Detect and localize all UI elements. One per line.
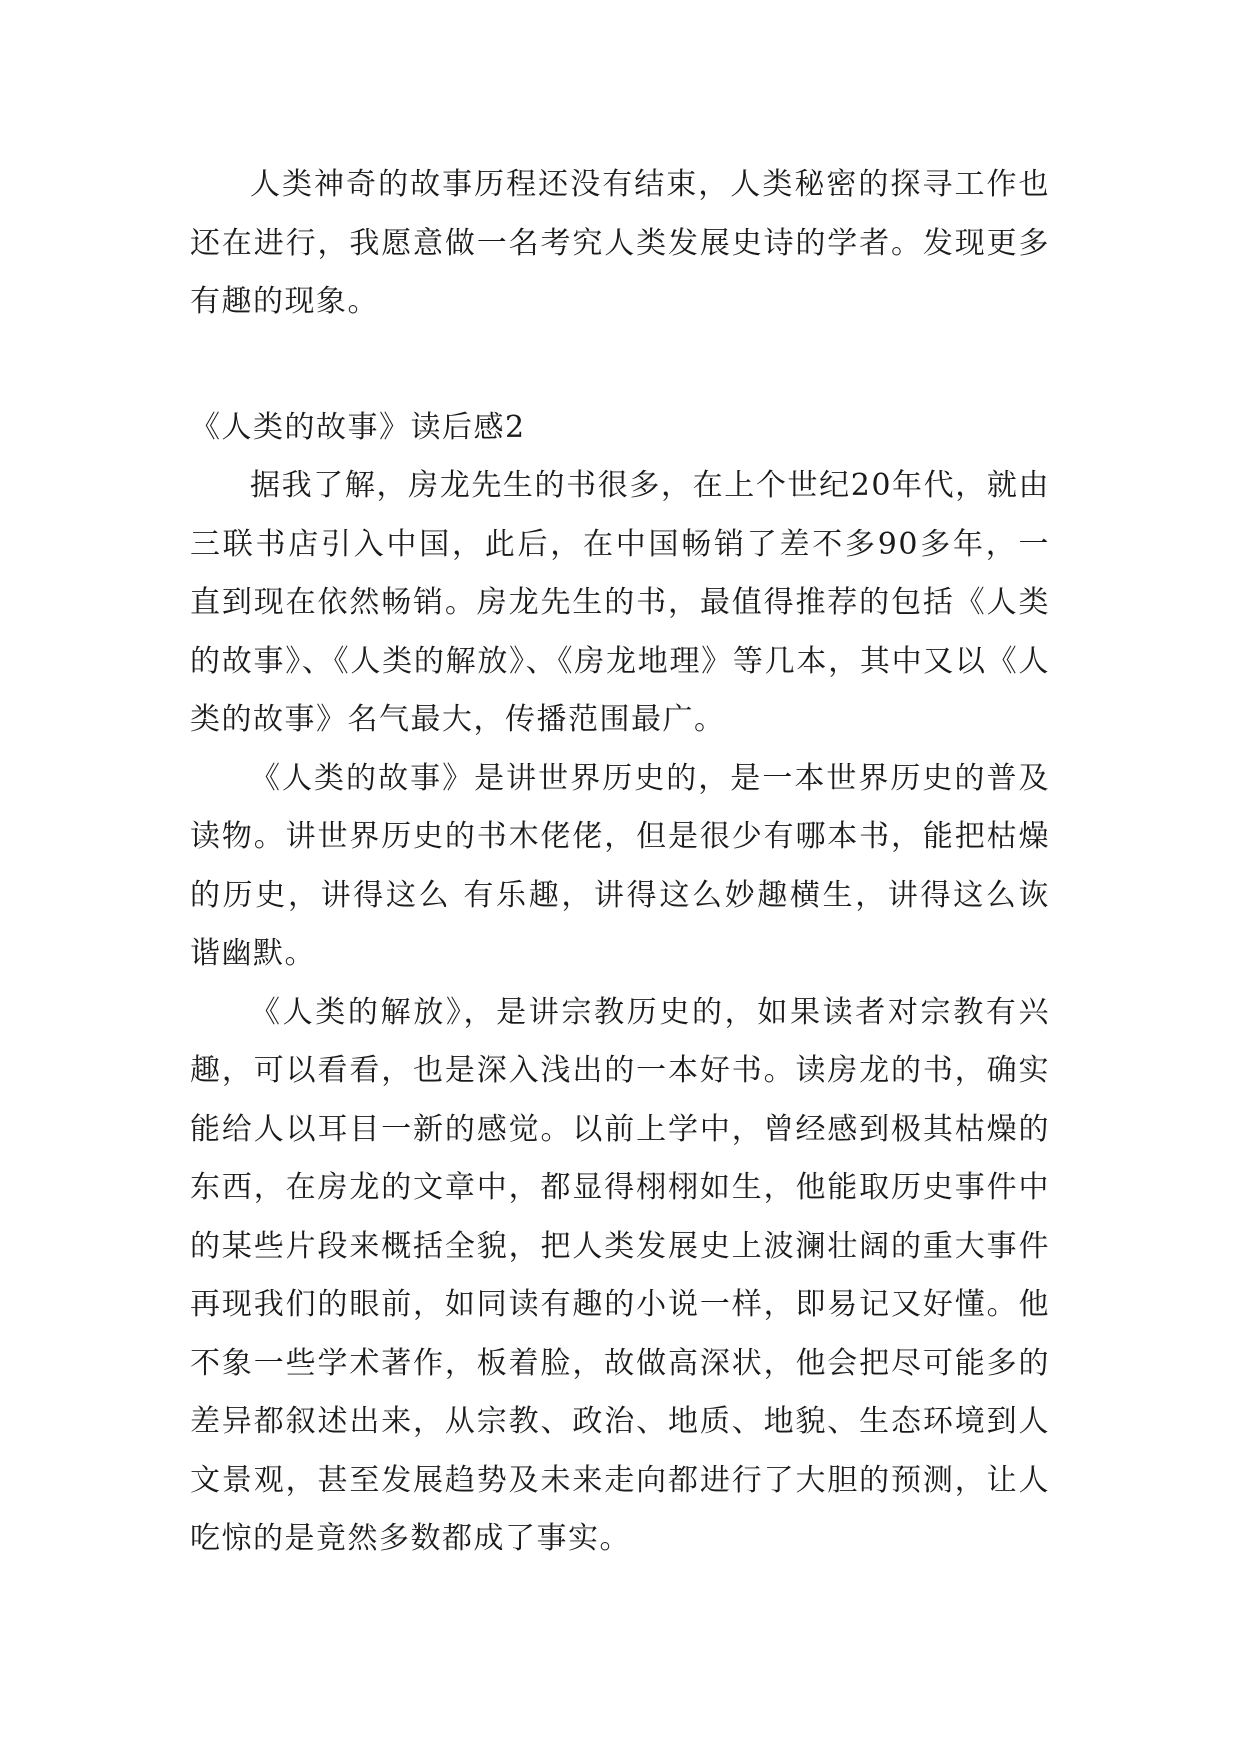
paragraph-story-of-mankind: 《人类的故事》是讲世界历史的，是一本世界历史的普及读物。讲世界历史的书木佬佬，但是很少有哪本书，能把枯燥的历史，讲得这么 有乐趣，讲得这么妙趣横生，讲得这么诙谐幽默。 bbox=[190, 760, 1050, 971]
paragraph-liberation-of-mankind: 《人类的解放》，是讲宗教历史的，如果读者对宗教有兴趣，可以看看，也是深入浅出的一本好书。读房龙的书，确实能给人以耳目一新的感觉。以前上学中，曾经感到极其枯燥的东西，在房龙的文章中，都显得栩栩如生，他能取历史事件中的某些片段来概括全貌，把人类发展史上波澜壮阔的重大事件再现我们的眼前，如同读有趣的小说一样，即易记又好懂。他不象一些学术著作，板着脸，故做高深状，他会把尽可能多的差异都叙述出来，从宗教、政治、地质、地貌、生态环境到人文景观，甚至发展趋势及未来走向都进行了大胆的预测，让人吃惊的是竟然多数都成了事实。 bbox=[190, 994, 1050, 1556]
document-body bbox=[190, 156, 1050, 1569]
paragraph-intro-ending: 人类神奇的故事历程还没有结束，人类秘密的探寻工作也还在进行，我愿意做一名考究人类发展史诗的学者。发现更多有趣的现象。 bbox=[190, 167, 1050, 319]
section-heading: 《人类的故事》读后感2 bbox=[190, 409, 526, 445]
paragraph-about-author-books: 据我了解，房龙先生的书很多，在上个世纪20年代，就由三联书店引入中国，此后，在中国畅销了差不多90多年，一直到现在依然畅销。房龙先生的书，最值得推荐的包括《人类的故事》、《人类的解放》、《房龙地理》等几本，其中又以《人类的故事》名气最大，传播范围最广。 bbox=[190, 468, 1050, 737]
